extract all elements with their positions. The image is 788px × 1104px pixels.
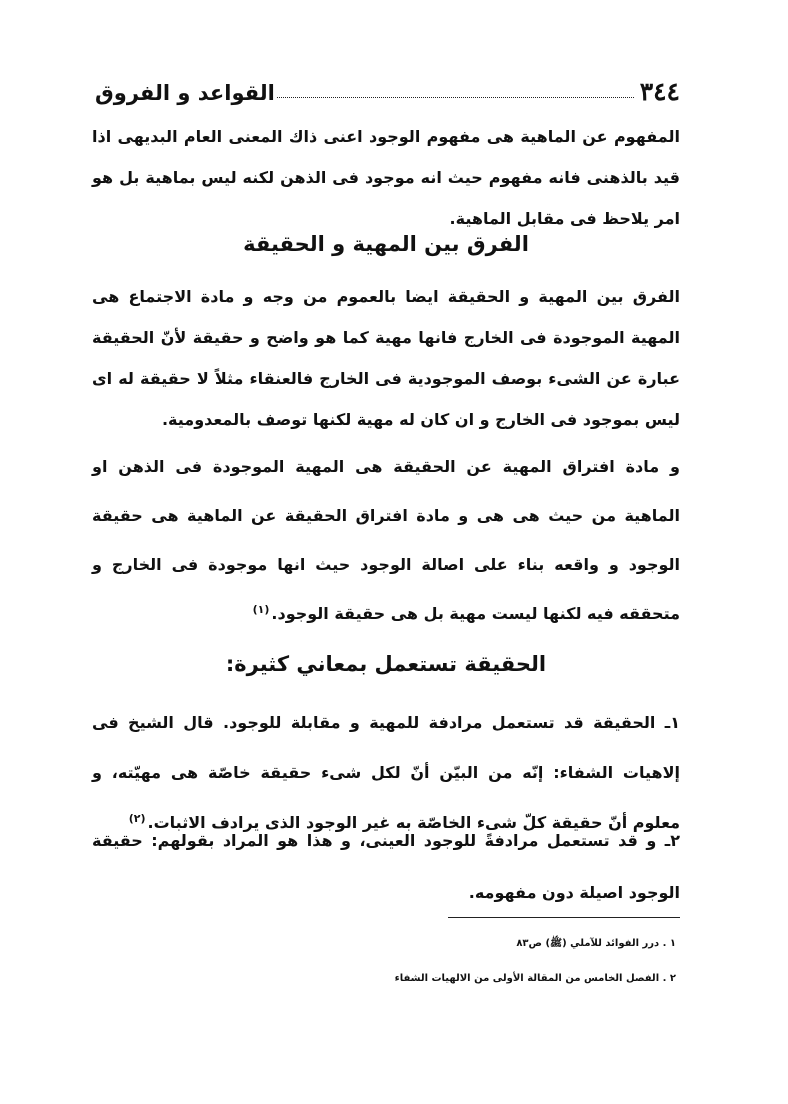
section-heading-meanings: الحقيقة تستعمل بمعاني كثيرة: xyxy=(225,652,547,676)
footnote-separator xyxy=(448,917,680,918)
footnote-marker-1: (١) xyxy=(252,602,270,616)
section1-paragraph-2 xyxy=(92,442,680,638)
page-header xyxy=(95,68,680,104)
footnote-2: ٢ . الفصل الخامس من المقالة الأولى من الالهيات الشفاء xyxy=(394,973,676,984)
section-heading-difference: الفرق بين المهية و الحقيقة xyxy=(243,232,529,256)
page-number: ٣٤٤ xyxy=(639,77,680,106)
section2-item-2: ٢ـ و قد تستعمل مرادفةً للوجود العينى، و هذا هو المراد بقولهم: حقيقة الوجود اصيلة دون مفهومه. xyxy=(92,831,680,902)
section2-item-1-text: ١ـ الحقيقة قد تستعمل مرادفة للمهية و مقابلة للوجود. قال الشيخ فى إلاهيات الشفاء: إنّه من البيّن أنّ لكل شىء حقيقة خاصّة هى مهيّته، و معلوم أنّ حقيقة كلّ شىء الخاصّة به غير الوجود الذى يرادف الاثبات. xyxy=(92,713,680,832)
footnote-1: ١ . درر الفوائد للآملي (ﷺ) ص٨٣ xyxy=(516,938,676,949)
footnote-marker-2: (٢) xyxy=(128,811,146,825)
section1-paragraph-2-text: و مادة افتراق المهية عن الحقيقة هى المهية الموجودة فى الذهن او الماهية من حيث هى هى و مادة افتراق الحقيقة عن الماهية هى حقيقة الوجود و واقعه بناء على اصالة الوجود حيث انها موجودة فى الخارج و متحققه فيه لكنها ليست مهية بل هى حقيقة الوجود. xyxy=(92,457,680,623)
running-title: القواعد و الفروق xyxy=(95,81,275,105)
section1-paragraph-1: الفرق بين المهية و الحقيقة ايضا بالعموم من وجه و مادة الاجتماع هى المهية الموجودة فى الخارج فانها مهية كما هو واضح و حقيقة لأنّ الحقيقة عبارة عن الشىء بوصف الموجودية فى الخارج فالعنقاء مثلاً لا حقيقة له اى ليس بموجود فى الخارج و ان كان له مهية لكنها توصف بالمعدومية. xyxy=(92,287,680,429)
header-leader-dots xyxy=(277,97,634,98)
intro-paragraph: المفهوم عن الماهية هى مفهوم الوجود اعنى ذاك المعنى العام البديهى اذا قيد بالذهنى فانه مفهوم حيث انه موجود فى الذهن لكنه ليس بماهية بل هو امر يلاحظ فى مقابل الماهية. xyxy=(92,127,680,228)
